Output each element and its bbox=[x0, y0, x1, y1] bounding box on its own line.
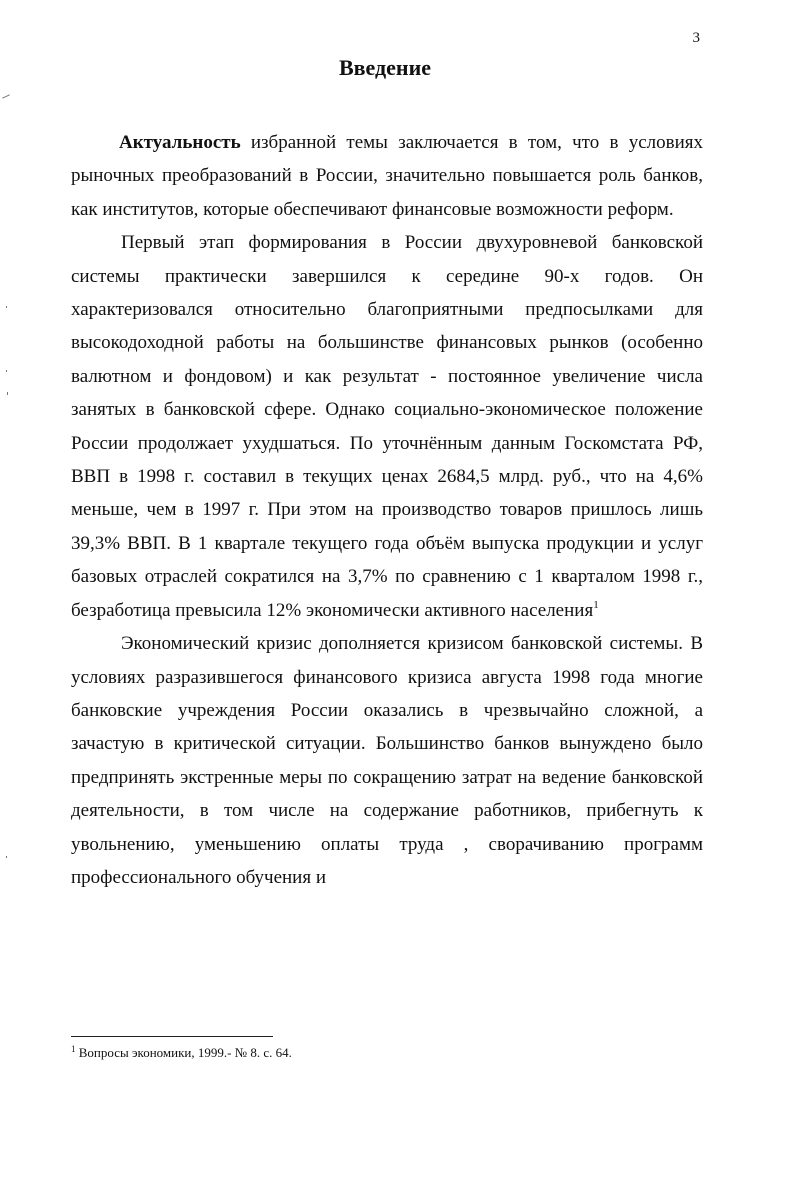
body-text bbox=[71, 126, 703, 894]
page-title: Введение bbox=[338, 55, 432, 80]
footnote bbox=[71, 1045, 292, 1061]
footnote-text: Вопросы экономики, 1999.- № 8. с. 64. bbox=[75, 1045, 292, 1060]
footnote-reference: 1 bbox=[593, 598, 599, 611]
scan-speck bbox=[6, 370, 7, 372]
page-number: 3 bbox=[692, 30, 700, 46]
footnote-divider bbox=[71, 1036, 273, 1037]
relevance-lead: Актуальность bbox=[119, 132, 241, 153]
paragraph-relevance bbox=[71, 126, 703, 226]
scan-speck bbox=[2, 94, 10, 98]
scan-speck bbox=[7, 392, 8, 395]
paragraph-economic-crisis bbox=[71, 627, 703, 894]
footnote-mark: 1 bbox=[71, 1044, 76, 1054]
first-stage-text: Первый этап формирования в России двухуровневой банковской системы практически завершился к середине 90-х годов. Он характеризовался относительно благоприятными предпосылками для высокодоходной работы на большинстве финансовых рынков (особенно валютном и фондовом) и как результат - постоянное увеличение числа занятых в банковской сфере. Однако социально-экономическое положение России продолжает ухудшаться. По уточнённым данным Госкомстата РФ, ВВП в 1998 г. составил в текущих ценах 2684,5 млрд. руб., что на 4,6% меньше, чем в 1997 г. При этом на производство товаров пришлось лишь 39,3% ВВП. В 1 квартале текущего года объём выпуска продукции и услуг базовых отраслей сократился на 3,7% по сравнению с 1 кварталом 1998 г., безработица превысила 12% экономически активного населения bbox=[71, 232, 703, 621]
economic-crisis-text: Экономический кризис дополняется кризисом банковской системы. В условиях разразившегося финансового кризиса августа 1998 года многие банковские учреждения России оказались в чрезвычайно сложной, а зачастую в критической ситуации. Большинство банков вынуждено было предпринять экстренные меры по сокращению затрат на ведение банковской деятельности, в том числе на содержание работников, прибегнуть к увольнению, уменьшению оплаты труда , сворачиванию программ профессионального обучения и bbox=[71, 633, 703, 888]
scan-speck bbox=[6, 306, 7, 308]
relevance-text: избранной темы заключается в том, что в условиях рыночных преобразований в России, значительно повышается роль банков, как институтов, которые обеспечивают финансовые возможности реформ. bbox=[71, 132, 703, 220]
scan-speck bbox=[6, 856, 7, 858]
paragraph-first-stage bbox=[71, 226, 703, 627]
